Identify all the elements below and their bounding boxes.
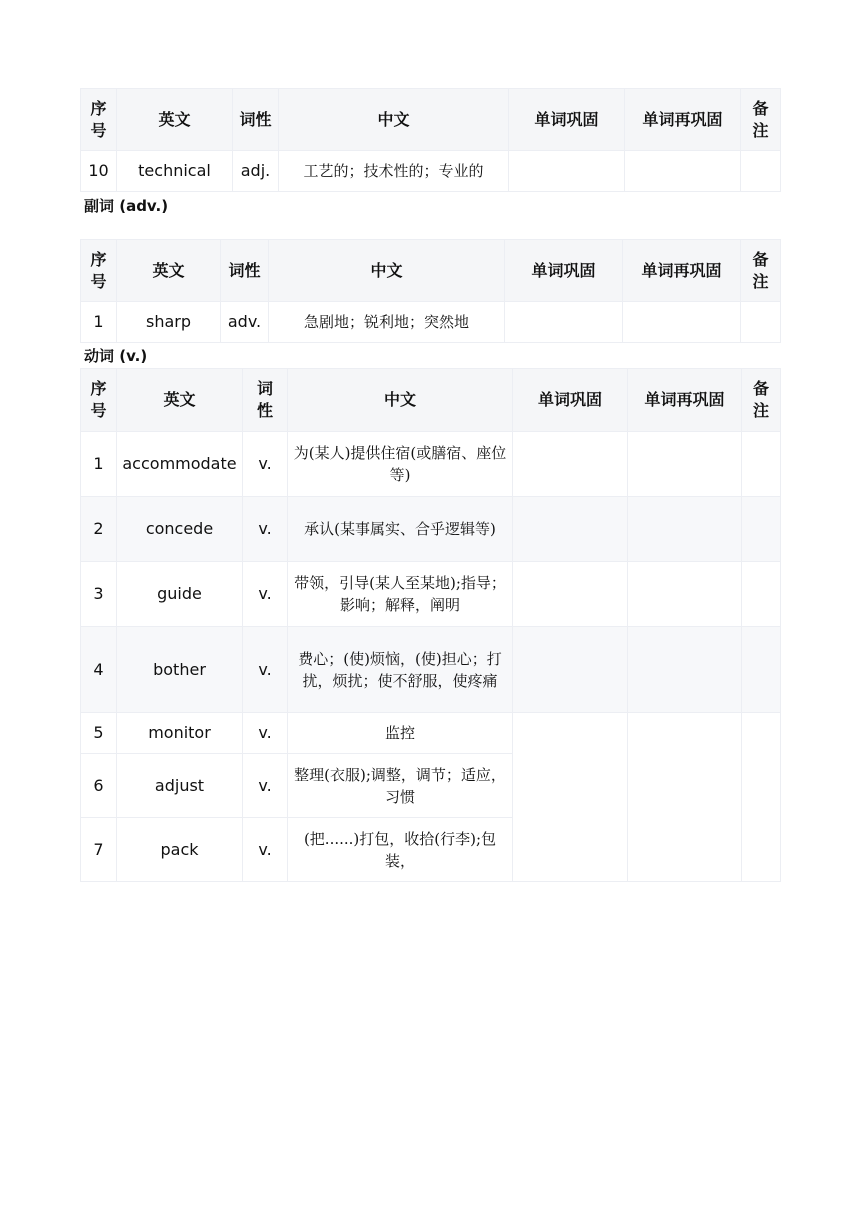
row-review-cell	[513, 562, 628, 627]
header-chinese: 中文	[269, 240, 505, 302]
adv-vocab-table	[80, 239, 781, 343]
table-header-row	[81, 369, 781, 432]
row-num: 1	[81, 432, 117, 497]
row-review-again-cell	[628, 627, 742, 713]
section-title-verbs: 动词 (v.)	[84, 347, 148, 365]
row-chinese: 为(某人)提供住宿(或膳宿、座位等)	[288, 432, 513, 497]
row-review-cell	[513, 627, 628, 713]
verb-vocab-table	[80, 368, 781, 882]
row-num: 3	[81, 562, 117, 627]
row-num: 6	[81, 754, 117, 818]
row-chinese: (把......)打包，收拾(行李);包装，	[288, 818, 513, 882]
header-review: 单词巩固	[505, 240, 623, 302]
row-review-again-cell	[628, 432, 742, 497]
row-chinese: 急剧地；锐利地；突然地	[269, 302, 505, 343]
header-num: 序号	[81, 240, 117, 302]
row-english: accommodate	[117, 432, 243, 497]
row-english: pack	[117, 818, 243, 882]
header-english: 英文	[117, 369, 243, 432]
header-chinese: 中文	[279, 89, 509, 151]
row-pos: v.	[243, 562, 288, 627]
row-english: bother	[117, 627, 243, 713]
row-english: sharp	[117, 302, 221, 343]
header-pos: 词性	[221, 240, 269, 302]
header-note: 备注	[741, 89, 781, 151]
row-num: 1	[81, 302, 117, 343]
adj-vocab-table	[80, 88, 781, 192]
row-pos: v.	[243, 432, 288, 497]
header-pos: 词性	[243, 369, 288, 432]
header-note: 备注	[741, 240, 781, 302]
row-pos: v.	[243, 497, 288, 562]
row-review-cell	[505, 302, 623, 343]
row-num: 4	[81, 627, 117, 713]
header-review-again: 单词再巩固	[625, 89, 741, 151]
row-review-cell	[513, 497, 628, 562]
header-english: 英文	[117, 89, 233, 151]
row-note-cell	[741, 151, 781, 192]
row-english: adjust	[117, 754, 243, 818]
merged-note-cell	[742, 713, 781, 882]
header-chinese: 中文	[288, 369, 513, 432]
row-chinese: 带领，引导(某人至某地);指导；影响；解释，阐明	[288, 562, 513, 627]
row-english: technical	[117, 151, 233, 192]
row-review-cell	[513, 432, 628, 497]
row-english: concede	[117, 497, 243, 562]
row-chinese: 整理(衣服);调整，调节；适应，习惯	[288, 754, 513, 818]
header-review: 单词巩固	[513, 369, 628, 432]
row-chinese: 监控	[288, 713, 513, 754]
header-review-again: 单词再巩固	[628, 369, 742, 432]
row-num: 7	[81, 818, 117, 882]
header-english: 英文	[117, 240, 221, 302]
row-pos: adv.	[221, 302, 269, 343]
table-row	[81, 302, 781, 343]
row-note-cell	[742, 432, 781, 497]
row-review-again-cell	[625, 151, 741, 192]
row-note-cell	[742, 627, 781, 713]
row-english: guide	[117, 562, 243, 627]
header-num: 序号	[81, 89, 117, 151]
table-header-row	[81, 89, 781, 151]
header-review: 单词巩固	[509, 89, 625, 151]
table-row	[81, 497, 781, 562]
row-pos: v.	[243, 713, 288, 754]
header-pos: 词性	[233, 89, 279, 151]
row-pos: adj.	[233, 151, 279, 192]
row-num: 2	[81, 497, 117, 562]
row-chinese: 工艺的；技术性的；专业的	[279, 151, 509, 192]
table-row	[81, 432, 781, 497]
row-note-cell	[741, 302, 781, 343]
row-num: 5	[81, 713, 117, 754]
row-note-cell	[742, 562, 781, 627]
row-review-again-cell	[628, 562, 742, 627]
row-review-cell	[509, 151, 625, 192]
merged-review-cell	[513, 713, 628, 882]
row-review-again-cell	[623, 302, 741, 343]
row-pos: v.	[243, 754, 288, 818]
table-row	[81, 151, 781, 192]
section-title-adverbs: 副词 (adv.)	[84, 197, 169, 215]
merged-review-again-cell	[628, 713, 742, 882]
row-review-again-cell	[628, 497, 742, 562]
header-review-again: 单词再巩固	[623, 240, 741, 302]
row-num: 10	[81, 151, 117, 192]
header-note: 备注	[742, 369, 781, 432]
row-pos: v.	[243, 627, 288, 713]
table-row	[81, 627, 781, 713]
table-row	[81, 562, 781, 627]
row-chinese: 费心；(使)烦恼，(使)担心；打扰，烦扰；使不舒服，使疼痛	[288, 627, 513, 713]
table-header-row	[81, 240, 781, 302]
table-row	[81, 713, 781, 754]
header-num: 序号	[81, 369, 117, 432]
row-english: monitor	[117, 713, 243, 754]
row-note-cell	[742, 497, 781, 562]
row-pos: v.	[243, 818, 288, 882]
row-chinese: 承认(某事属实、合乎逻辑等)	[288, 497, 513, 562]
